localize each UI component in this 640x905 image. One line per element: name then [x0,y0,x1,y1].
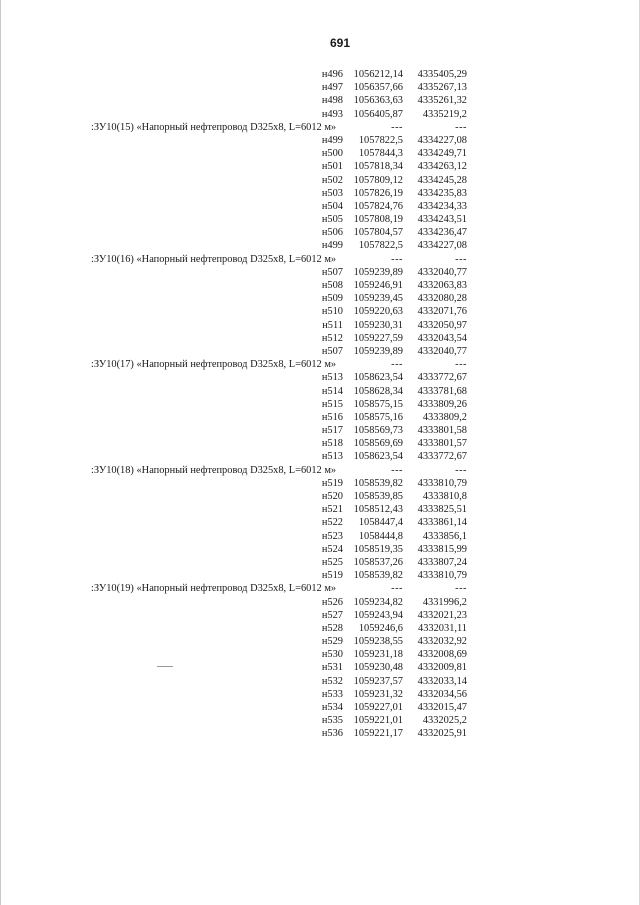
section-header-row [0,121,640,134]
table-row [0,569,640,582]
point-id-cell: н504 [321,200,343,212]
x-coordinate-cell: 1058537,26 [353,556,403,568]
point-id-cell: н512 [321,332,343,344]
table-row [0,305,640,318]
point-id-cell: н516 [321,411,343,423]
point-id-cell: н535 [321,715,343,727]
y-coordinate-cell: 4335261,32 [417,95,467,107]
x-coordinate-cell: 1056212,14 [353,69,403,80]
section-header-row [0,464,640,477]
y-coordinate-cell: 4333856,1 [422,530,467,542]
y-coordinate-cell: 4334249,71 [417,148,467,160]
x-coordinate-cell: 1058539,85 [353,491,403,502]
point-id-cell: н502 [321,174,343,186]
point-id-cell: н501 [321,161,343,173]
x-coordinate-cell: 1058539,82 [353,477,403,489]
x-coordinate-cell: 1059237,57 [353,675,403,687]
point-id-cell: н510 [321,306,343,318]
point-id-cell: н509 [321,293,343,305]
table-row [0,160,640,173]
y-coordinate-cell: 4332031,11 [418,622,467,634]
point-id-cell: н534 [321,702,343,713]
x-coordinate-cell: 1057809,12 [353,174,403,186]
x-coordinate-cell: 1057822,5 [358,134,403,146]
y-coordinate-cell: 4333861,14 [417,517,467,529]
point-id-cell: н493 [321,108,343,120]
point-id-cell: н505 [321,214,343,226]
y-coordinate-cell: --- [455,464,467,476]
table-row [0,108,640,121]
table-row [0,81,640,94]
y-coordinate-cell: 4333810,79 [417,477,467,489]
point-id-cell: н507 [321,345,343,357]
point-id-cell: н514 [321,385,343,397]
point-id-cell: н531 [321,662,343,674]
x-coordinate-cell: 1059243,94 [353,609,403,621]
y-coordinate-cell: --- [455,253,467,265]
y-coordinate-cell: 4334245,28 [417,174,467,186]
table-row [0,68,640,81]
point-id-cell: н500 [321,148,343,160]
y-coordinate-cell: 4332025,2 [422,715,467,727]
x-coordinate-cell: --- [391,121,403,133]
x-coordinate-cell: 1058575,15 [353,398,403,410]
table-row [0,622,640,635]
table-row [0,503,640,516]
y-coordinate-cell: 4335405,29 [417,69,467,80]
x-coordinate-cell: --- [391,464,403,476]
point-id-cell: н525 [321,556,343,568]
y-coordinate-cell: 4333801,57 [417,438,467,450]
x-coordinate-cell: 1058628,34 [353,385,403,397]
point-id-cell: н529 [321,636,343,648]
table-row [0,714,640,727]
x-coordinate-cell: 1056405,87 [353,108,403,120]
x-coordinate-cell: 1058623,54 [353,451,403,463]
x-coordinate-cell: 1058569,73 [353,425,403,437]
y-coordinate-cell: 4334227,08 [417,240,467,252]
x-coordinate-cell: 1059239,89 [353,266,403,278]
y-coordinate-cell: 4333809,2 [422,411,467,423]
x-coordinate-cell: 1058575,16 [353,411,403,423]
point-id-cell: н496 [321,69,343,80]
y-coordinate-cell: 4333815,99 [417,543,467,555]
table-row [0,94,640,107]
y-coordinate-cell: 4334263,12 [417,161,467,173]
y-coordinate-cell: 4332033,14 [417,675,467,687]
table-row [0,134,640,147]
point-id-cell: н533 [321,688,343,700]
y-coordinate-cell: --- [455,583,467,595]
table-row [0,239,640,252]
table-row [0,530,640,543]
table-row [0,543,640,556]
x-coordinate-cell: 1059227,01 [353,702,403,713]
point-id-cell: н526 [321,596,343,608]
x-coordinate-cell: --- [391,253,403,265]
point-id-cell: н528 [321,622,343,634]
x-coordinate-cell: 1057804,57 [353,227,403,239]
table-row [0,147,640,160]
point-id-cell: н519 [321,570,343,582]
point-id-cell: н517 [321,425,343,437]
table-row [0,661,640,674]
y-coordinate-cell: 4333825,51 [417,504,467,516]
x-coordinate-cell: 1059246,6 [358,622,403,634]
table-row [0,727,640,740]
table-row [0,688,640,701]
y-coordinate-cell: 4332040,77 [417,345,467,357]
page-number: 691 [329,36,351,50]
y-coordinate-cell: 4334243,51 [417,214,467,226]
y-coordinate-cell: 4333772,67 [417,372,467,384]
point-id-cell: н507 [321,266,343,278]
x-coordinate-cell: 1058447,4 [358,517,403,529]
x-coordinate-cell: 1057844,3 [358,148,403,160]
section-label: :ЗУ10(16) «Напорный нефтепровод D325x8, L=6012 м» [91,253,337,265]
point-id-cell: н497 [321,82,343,94]
y-coordinate-cell: 4334236,47 [417,227,467,239]
point-id-cell: н520 [321,491,343,502]
y-coordinate-cell: 4332050,97 [417,319,467,331]
point-id-cell: н519 [321,477,343,489]
x-coordinate-cell: 1059220,63 [353,306,403,318]
table-row [0,450,640,463]
point-id-cell: н513 [321,372,343,384]
table-row [0,701,640,714]
x-coordinate-cell: --- [391,583,403,595]
y-coordinate-cell: 4333772,67 [417,451,467,463]
x-coordinate-cell: 1057822,5 [358,240,403,252]
section-label: :ЗУ10(18) «Напорный нефтепровод D325x8, L=6012 м» [91,464,337,476]
section-label: :ЗУ10(19) «Напорный нефтепровод D325x8, L=6012 м» [91,583,337,595]
x-coordinate-cell: 1056363,63 [353,95,403,107]
x-coordinate-cell: 1059231,18 [353,649,403,661]
table-row [0,319,640,332]
point-id-cell: н527 [321,609,343,621]
table-row [0,398,640,411]
section-label: :ЗУ10(15) «Напорный нефтепровод D325x8, L=6012 м» [91,121,337,133]
section-header-row [0,358,640,371]
x-coordinate-cell: 1056357,66 [353,82,403,94]
y-coordinate-cell: 4334227,08 [417,134,467,146]
y-coordinate-cell: 4335267,13 [417,82,467,94]
y-coordinate-cell: 4333809,26 [417,398,467,410]
y-coordinate-cell: 4333807,24 [417,556,467,568]
x-coordinate-cell: 1058512,43 [353,504,403,516]
table-row [0,477,640,490]
y-coordinate-cell: 4332043,54 [417,332,467,344]
table-row [0,648,640,661]
x-coordinate-cell: 1057824,76 [353,200,403,212]
table-row [0,516,640,529]
point-id-cell: н499 [321,134,343,146]
section-label: :ЗУ10(17) «Напорный нефтепровод D325x8, L=6012 м» [91,359,337,371]
point-id-cell: н499 [321,240,343,252]
y-coordinate-cell: 4332015,47 [417,702,467,713]
point-id-cell: н524 [321,543,343,555]
x-coordinate-cell: 1059234,82 [353,596,403,608]
x-coordinate-cell: 1057808,19 [353,214,403,226]
table-row [0,332,640,345]
x-coordinate-cell: 1058539,82 [353,570,403,582]
y-coordinate-cell: 4332009,81 [417,662,467,674]
coordinates-table [0,68,640,741]
y-coordinate-cell: 4331996,2 [422,596,467,608]
y-coordinate-cell: 4334234,33 [417,200,467,212]
table-row [0,411,640,424]
x-coordinate-cell: 1059246,91 [353,280,403,291]
y-coordinate-cell: 4333781,68 [417,385,467,397]
point-id-cell: н511 [322,319,343,331]
y-coordinate-cell: 4334235,83 [417,187,467,199]
x-coordinate-cell: 1059230,31 [353,319,403,331]
table-row [0,385,640,398]
x-coordinate-cell: 1057826,19 [353,187,403,199]
y-coordinate-cell: 4332021,23 [417,609,467,621]
point-id-cell: н523 [321,530,343,542]
table-row [0,266,640,279]
table-row [0,424,640,437]
table-row [0,200,640,213]
y-coordinate-cell: 4332032,92 [417,636,467,648]
y-coordinate-cell: 4332040,77 [417,266,467,278]
table-row [0,490,640,503]
point-id-cell: н513 [321,451,343,463]
point-id-cell: н515 [321,398,343,410]
point-id-cell: н530 [321,649,343,661]
x-coordinate-cell: 1058444,8 [358,530,403,542]
table-row [0,609,640,622]
table-row [0,213,640,226]
table-row [0,596,640,609]
y-coordinate-cell: --- [455,121,467,133]
point-id-cell: н522 [321,517,343,529]
table-row [0,279,640,292]
point-id-cell: н506 [321,227,343,239]
y-coordinate-cell: 4332071,76 [417,306,467,318]
y-coordinate-cell: 4332063,83 [417,280,467,291]
table-row [0,371,640,384]
point-id-cell: н508 [321,280,343,291]
y-coordinate-cell: 4332080,28 [417,293,467,305]
y-coordinate-cell: 4333810,79 [417,570,467,582]
x-coordinate-cell: 1058569,69 [353,438,403,450]
x-coordinate-cell: 1059221,17 [353,728,403,740]
table-row [0,635,640,648]
y-coordinate-cell: 4333810,8 [422,491,467,502]
x-coordinate-cell: 1059221,01 [353,715,403,727]
y-coordinate-cell: 4333801,58 [417,425,467,437]
y-coordinate-cell: 4332034,56 [417,688,467,700]
y-coordinate-cell: 4332025,91 [417,728,467,740]
table-row [0,556,640,569]
table-row [0,437,640,450]
table-row [0,226,640,239]
table-row [0,174,640,187]
y-coordinate-cell: 4335219,2 [422,108,467,120]
point-id-cell: н503 [321,187,343,199]
y-coordinate-cell: 4332008,69 [417,649,467,661]
table-row [0,345,640,358]
x-coordinate-cell: 1058519,35 [353,543,403,555]
point-id-cell: н532 [321,675,343,687]
table-row [0,675,640,688]
y-coordinate-cell: --- [455,359,467,371]
point-id-cell: н521 [321,504,343,516]
x-coordinate-cell: 1058623,54 [353,372,403,384]
x-coordinate-cell: 1059239,45 [353,293,403,305]
table-row [0,292,640,305]
x-coordinate-cell: --- [391,359,403,371]
x-coordinate-cell: 1059231,32 [353,688,403,700]
x-coordinate-cell: 1059238,55 [353,636,403,648]
x-coordinate-cell: 1059230,48 [353,662,403,674]
x-coordinate-cell: 1059239,89 [353,345,403,357]
point-id-cell: н536 [321,728,343,740]
x-coordinate-cell: 1057818,34 [353,161,403,173]
point-id-cell: н518 [321,438,343,450]
table-row [0,187,640,200]
section-header-row [0,253,640,266]
section-header-row [0,582,640,595]
x-coordinate-cell: 1059227,59 [353,332,403,344]
point-id-cell: н498 [321,95,343,107]
